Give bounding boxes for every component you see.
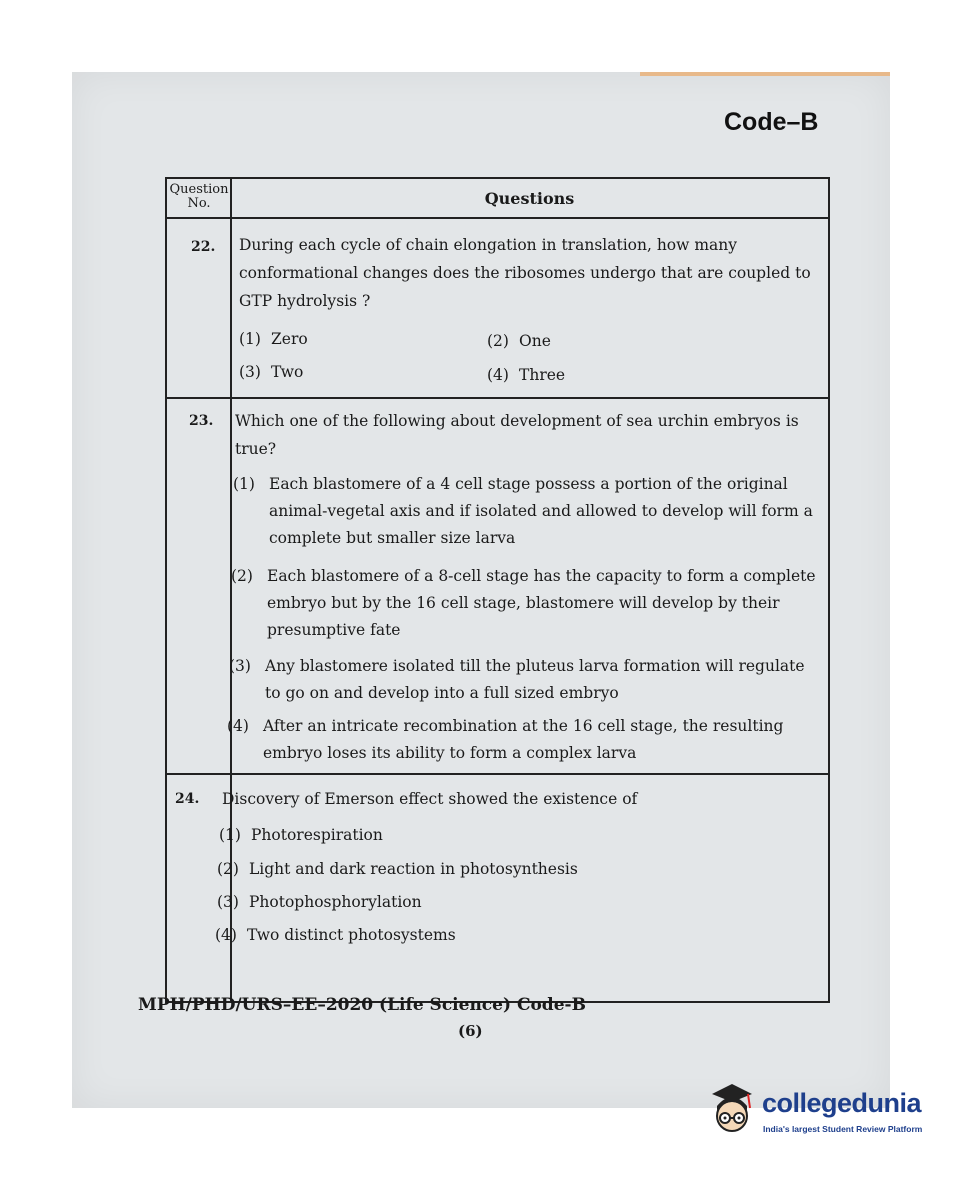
option-text: Zero	[271, 330, 308, 348]
option-number: (2)	[487, 332, 509, 350]
paper-footer-title: MPH/PHD/URS–EE–2020 (Life Science) Code-B	[138, 995, 586, 1015]
header-question-no	[169, 183, 229, 211]
mascot-icon	[704, 1080, 760, 1140]
option-number: (1)	[219, 826, 241, 844]
option-text: Three	[519, 366, 566, 384]
option-24-2	[217, 860, 578, 878]
question-text-24: Discovery of Emerson effect showed the existence of	[222, 790, 638, 808]
header-questions: Questions	[484, 189, 575, 208]
option-number: (4)	[487, 366, 509, 384]
option-text: Two distinct photosystems	[247, 926, 456, 944]
option-number: (4)	[227, 717, 249, 735]
option-text: After an intricate recombination at the 16 cell stage, the resulting embryo loses its ability to form a complex larva	[263, 717, 784, 762]
option-number: (3)	[217, 893, 239, 911]
option-number: (2)	[231, 567, 253, 585]
option-text: Light and dark reaction in photosynthesis	[249, 860, 578, 878]
row-divider-22	[167, 397, 828, 399]
option-22-3	[239, 363, 303, 381]
header-qno-line1: Question	[169, 182, 229, 197]
question-text-22: During each cycle of chain elongation in translation, how many conformational changes does the ribosomes undergo that are coupled to GTP hydrolysis ?	[239, 236, 811, 310]
option-text: Photophosphorylation	[249, 893, 422, 911]
option-24-3	[217, 893, 422, 911]
logo-tagline: India's largest Student Review Platform	[763, 1124, 923, 1134]
option-23-3	[229, 653, 823, 707]
collegedunia-logo	[704, 1080, 934, 1140]
option-number: (1)	[239, 330, 261, 348]
option-text: Any blastomere isolated till the pluteus larva formation will regulate to go on and develop into a full sized embryo	[265, 657, 805, 702]
option-23-4	[227, 713, 823, 767]
option-text: Photorespiration	[251, 826, 383, 844]
option-number: (3)	[229, 657, 251, 675]
logo-wordmark: collegedunia	[762, 1088, 922, 1118]
row-divider-23	[167, 773, 828, 775]
option-number: (4)	[215, 926, 237, 944]
option-text: One	[519, 332, 551, 350]
header-divider	[167, 217, 828, 219]
question-number-23: 23.	[189, 413, 214, 429]
paper-edge-decoration	[640, 72, 890, 76]
option-text: Two	[271, 363, 304, 381]
option-number: (1)	[233, 475, 255, 493]
question-number-22: 22.	[191, 239, 216, 255]
question-number-24: 24.	[175, 791, 200, 807]
option-23-1	[233, 471, 823, 552]
option-22-2	[487, 332, 551, 350]
option-text: Each blastomere of a 4 cell stage possess a portion of the original animal-vegetal axis and if isolated and allowed to develop will form a complete but smaller size larva	[269, 475, 813, 547]
question-text-23: Which one of the following about development of sea urchin embryos is true?	[235, 412, 799, 458]
paper-code: Code–B	[724, 108, 819, 136]
option-number: (2)	[217, 860, 239, 878]
page-number: (6)	[458, 1022, 483, 1040]
question-table	[165, 177, 830, 1003]
option-22-4	[487, 366, 565, 384]
option-number: (3)	[239, 363, 261, 381]
option-22-1	[239, 330, 308, 348]
header-qno-line2: No.	[187, 196, 211, 211]
option-24-1	[219, 826, 383, 844]
option-23-2	[231, 563, 823, 644]
option-24-4	[215, 926, 456, 944]
option-text: Each blastomere of a 8-cell stage has the capacity to form a complete embryo but by the 16 cell stage, blastomere will develop by their presumptive fate	[267, 567, 816, 639]
